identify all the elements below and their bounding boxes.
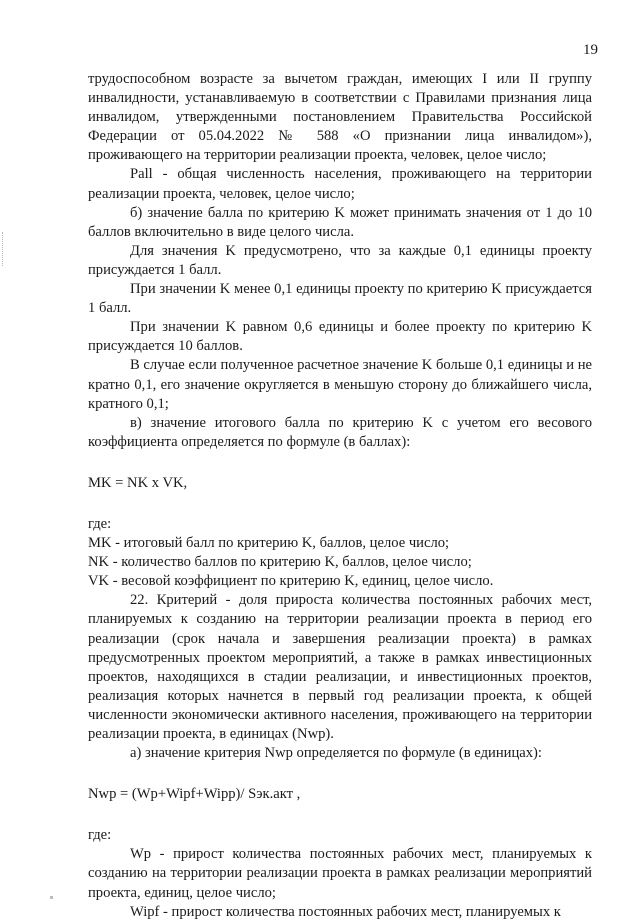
scan-artifact	[50, 896, 53, 899]
definition-wipf: Wipf - прирост количества постоянных рабочих мест, планируемых к	[130, 903, 561, 920]
paragraph-continuation: трудоспособном возрасте за вычетом граждан, имеющих I или II группу инвалидности, устанавливаемую в соответствии с Правилами признания лица инвалидом, утвержденными постановлением Правительства Российской Федерации от 05.04.2022 № 588 «О признании лица инвалидом»), проживающего на территории реализации проекта, человек, целое число;	[88, 71, 592, 164]
paragraph-score-step: Для значения K предусмотрено, что за каждые 0,1 единицы проекту присуждается 1 балл.	[88, 242, 592, 278]
formula-mk: MK = NK x VK,	[88, 474, 188, 491]
document-body	[88, 70, 592, 922]
paragraph-rounding: В случае если полученное расчетное значение K больше 0,1 единицы и не кратно 0,1, его значение округляется в меньшую сторону до ближайшего числа, кратного 0,1;	[88, 357, 592, 412]
where-label: где:	[88, 827, 112, 844]
formula-nwp: Nwp = (Wp+Wipf+Wipp)/ Sэк.акт ,	[88, 786, 301, 803]
paragraph-nwp-formula-intro: а) значение критерия Nwp определяется по формуле (в единицах):	[130, 745, 542, 762]
paragraph-score-range: б) значение балла по критерию K может принимать значения от 1 до 10 баллов включительно в виде целого числа.	[88, 204, 592, 240]
page-number: 19	[583, 42, 598, 58]
where-label: где:	[88, 515, 112, 532]
scan-margin-mark	[2, 232, 4, 266]
definition-mk: MK - итоговый балл по критерию K, баллов, целое число;	[88, 535, 450, 552]
paragraph-pall-definition: Pall - общая численность населения, проживающего на территории реализации проекта, человек, целое число;	[88, 166, 592, 202]
definition-nk: NK - количество баллов по критерию K, баллов, целое число;	[88, 554, 472, 571]
paragraph-score-max: При значении K равном 0,6 единицы и более проекту по критерию K присуждается 10 баллов.	[88, 319, 592, 355]
paragraph-score-min: При значении K менее 0,1 единицы проекту по критерию K присуждается 1 балл.	[88, 281, 592, 317]
definition-wp: Wp - прирост количества постоянных рабочих мест, планируемых к созданию на территории реализации проекта в рамках реализации мероприятий проекта, единиц, целое число;	[88, 846, 592, 901]
paragraph-final-score: в) значение итогового балла по критерию K с учетом его весового коэффициента определяется по формуле (в баллах):	[88, 414, 592, 450]
paragraph-criterion-22: 22. Критерий - доля прироста количества постоянных рабочих мест, планируемых к созданию на территории реализации проекта в период его реализации (срок начала и завершения реализации проекта) в рамках предусмотренных проектом мероприятий, а также в рамках инвестиционных проектов, находящихся в стадии реализации, и инвестиционных проектов, реализация которых начнется в первый год реализации проекта, к общей численности экономически активного населения, проживающего на территории реализации проекта, в единицах (Nwp).	[88, 592, 592, 742]
definition-vk: VK - весовой коэффициент по критерию K, единиц, целое число.	[88, 573, 494, 590]
